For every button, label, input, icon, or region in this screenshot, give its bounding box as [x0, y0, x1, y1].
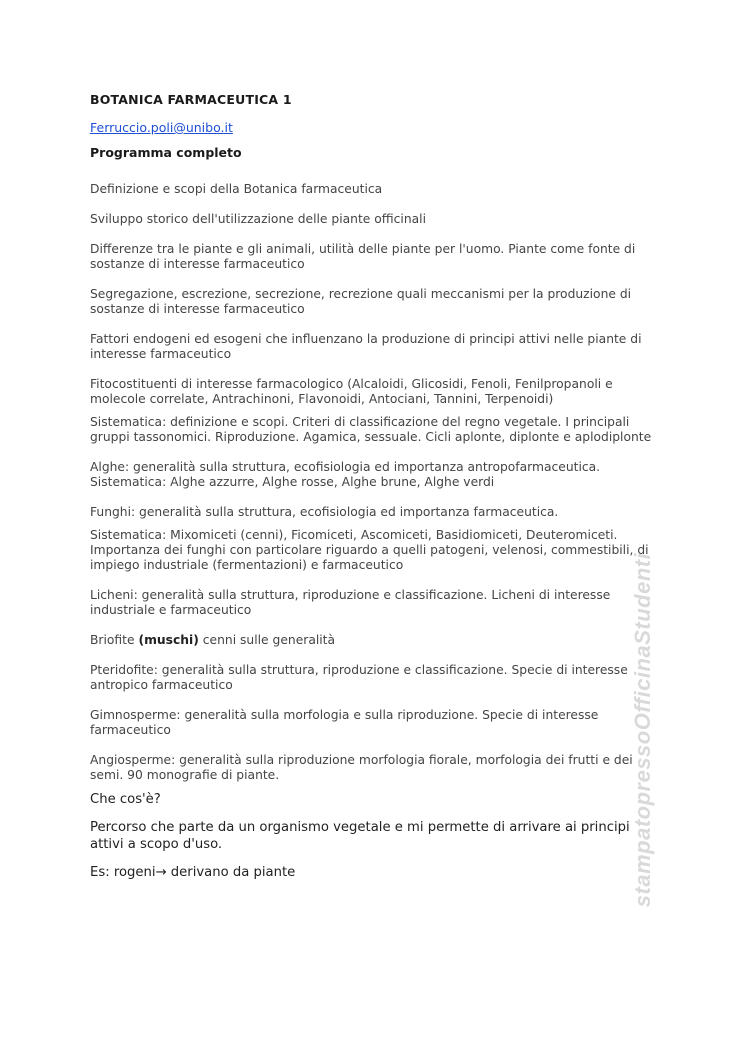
- paragraph-5: Fattori endogeni ed esogeni che influenzano la produzione di principi attivi nelle piante di interesse farmaceutico: [90, 332, 642, 361]
- program-heading: Programma completo: [90, 145, 242, 160]
- last-line-start: Es: rogeni: [90, 865, 156, 880]
- paragraph-12-end: cenni sulle generalità: [198, 633, 336, 647]
- paragraph-6: Fitocostituenti di interesse farmacologico (Alcaloidi, Glicosidi, Fenoli, Fenilpropanoli e molecole correlate, Antrachinoni, Flavonoidi, Antociani, Tannini, Terpenoidi): [90, 377, 613, 406]
- paragraph-10: Sistematica: Mixomiceti (cenni), Ficomiceti, Ascomiceti, Basidiomiceti, Deuteromiceti. Importanza dei funghi con particolare riguardo a quelli patogeni, velenosi, commestibili, di impiego industriale (fermentazioni) e farmaceutico: [90, 528, 649, 572]
- watermark-text: stampatopressoOfficinaStudenti: [630, 552, 655, 908]
- paragraph-1: Definizione e scopi della Botanica farmaceutica: [90, 182, 383, 196]
- answer-paragraph: Percorso che parte da un organismo vegetale e mi permette di arrivare ai principi attivi a scopo d'uso.: [90, 820, 630, 852]
- paragraph-13: Pteridofite: generalità sulla struttura, riproduzione e classificazione. Specie di interesse antropico farmaceutico: [90, 663, 628, 692]
- paragraph-14: Gimnosperme: generalità sulla morfologia e sulla riproduzione. Specie di interesse farmaceutico: [90, 708, 599, 737]
- paragraph-7: Sistematica: definizione e scopi. Criteri di classificazione del regno vegetale. I principali gruppi tassonomici. Riproduzione. Agamica, sessuale. Cicli aplonte, diplonte e aplodiplonte: [90, 415, 652, 444]
- paragraph-9: Funghi: generalità sulla struttura, ecofisiologia ed importanza farmaceutica.: [90, 505, 559, 519]
- question-line: Che cos'è?: [90, 792, 161, 807]
- arrow-icon: →: [155, 865, 167, 880]
- last-line-end: derivano da piante: [166, 865, 296, 880]
- paragraph-12: [90, 633, 656, 648]
- paragraph-12-bold: (muschi): [138, 633, 199, 647]
- paragraph-2: Sviluppo storico dell'utilizzazione delle piante officinali: [90, 212, 427, 226]
- paragraph-3: Differenze tra le piante e gli animali, utilità delle piante per l'uomo. Piante come fonte di sostanze di interesse farmaceutico: [90, 242, 636, 271]
- email-link[interactable]: Ferruccio.poli@unibo.it: [90, 120, 233, 135]
- paragraph-15: Angiosperme: generalità sulla riproduzione morfologia fiorale, morfologia dei frutti e dei semi. 90 monografie di piante.: [90, 753, 633, 782]
- last-line: [90, 864, 656, 881]
- paragraph-12-start: Briofite: [90, 633, 139, 647]
- document-content: [90, 92, 656, 892]
- paragraph-11: Licheni: generalità sulla struttura, riproduzione e classificazione. Licheni di interesse industriale e farmaceutico: [90, 588, 611, 617]
- watermark: [628, 540, 658, 920]
- document-title: BOTANICA FARMACEUTICA 1: [90, 92, 292, 107]
- paragraph-8: Alghe: generalità sulla struttura, ecofisiologia ed importanza antropofarmaceutica. Sistematica: Alghe azzurre, Alghe rosse, Alghe brune, Alghe verdi: [90, 460, 601, 489]
- paragraph-4: Segregazione, escrezione, secrezione, recrezione quali meccanismi per la produzione di sostanze di interesse farmaceutico: [90, 287, 632, 316]
